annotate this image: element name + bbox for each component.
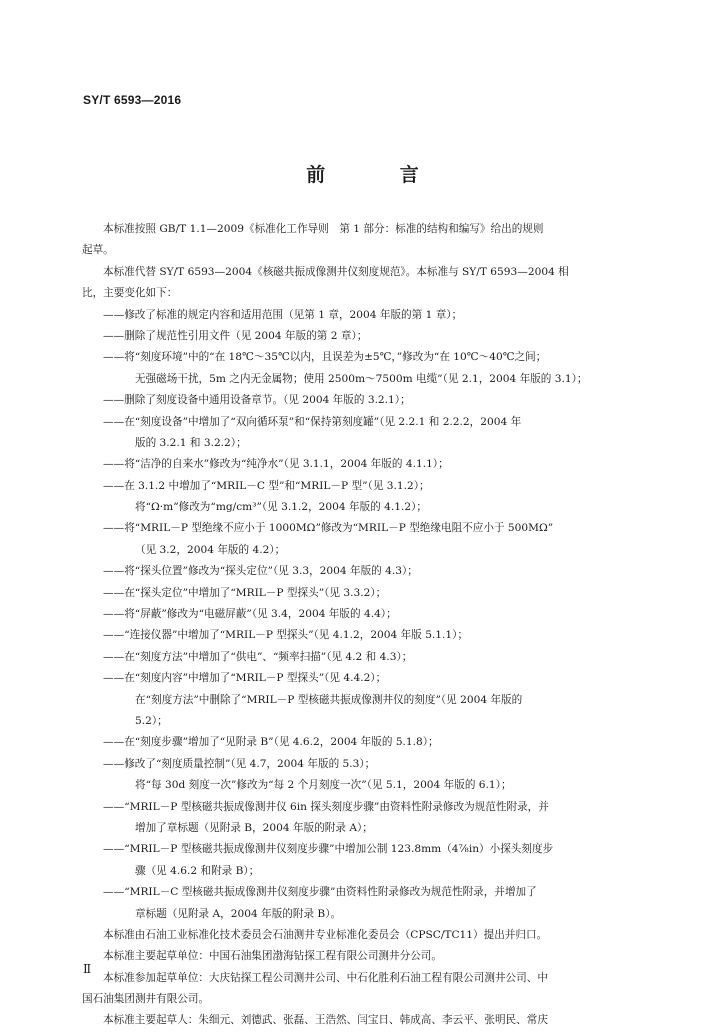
page-number: Ⅱ — [83, 962, 92, 976]
text-line: ——“MRIL－C 型核磁共振成像测井仪刻度步骤”由资料性附录修改为规范性附录，并增加了 — [103, 886, 537, 899]
text-line: （见 3.2，2004 年版的 4.2）； — [135, 543, 286, 556]
text-line: 比，主要变化如下： — [82, 287, 178, 300]
document-code: SY/T 6593—2016 — [83, 93, 182, 107]
text-line: ——将“屏蔽”修改为“电磁屏蔽”（见 3.4，2004 年版的 4.4）； — [103, 608, 397, 621]
text-line: ——删除了刻度设备中通用设备章节。（见 2004 年版的 3.2.1）； — [103, 394, 411, 407]
text-line: 本标准代替 SY/T 6593—2004《核磁共振成像测井仪刻度规范》。本标准与 SY/T 6593—2004 相 — [103, 265, 569, 278]
text-line: ——删除了规范性引用文件（见 2004 年版的第 2 章）； — [103, 329, 368, 342]
text-line: ——“MRIL－P 型核磁共振成像测井仪刻度步骤”中增加公制 123.8mm（4⅞in）小探头刻度步 — [103, 843, 554, 856]
text-line: ——将“MRIL－P 型绝缘不应小于 1000MΩ”修改为“MRIL－P 型绝缘电阻不应小于 500MΩ” — [103, 522, 554, 535]
text-line: ——修改了标准的规定内容和适用范围（见第 1 章，2004 年版的第 1 章）； — [103, 308, 463, 321]
text-line: ——“连接仪器”中增加了“MRIL－P 型探头”（见 4.1.2，2004 年版 5.1.1）； — [103, 629, 469, 642]
text-line: 本标准由石油工业标准化技术委员会石油测井专业标准化委员会（CPSC/TC11）提出并归口。 — [103, 928, 548, 941]
text-line: ——修改了“刻度质量控制”（见 4.7，2004 年版的 5.3）； — [103, 757, 376, 770]
text-line: 将“Ω·m”修改为“mg/cm³”（见 3.1.2，2004 年版的 4.1.2）； — [135, 501, 427, 514]
text-line: ——在“探头定位”中增加了“MRIL－P 型探头”（见 3.3.2）； — [103, 586, 387, 599]
text-line: ——在 3.1.2 中增加了“MRIL－C 型”和“MRIL－P 型”（见 3.1.2）； — [103, 479, 430, 492]
text-line: ——“MRIL－P 型核磁共振成像测井仪 6in 探头刻度步骤”由资料性附录修改为规范性附录，并 — [103, 800, 549, 813]
text-line: ——在“刻度方法”中增加了“供电”、“频率扫描”（见 4.2 和 4.3）； — [103, 650, 413, 663]
text-line: 本标准主要起草单位：中国石油集团渤海钻探工程有限公司测井分公司。 — [103, 950, 442, 963]
text-line: 起草。 — [82, 244, 114, 257]
text-line: ——在“刻度内容”中增加了“MRIL－P 型探头”（见 4.4.2）； — [103, 672, 387, 685]
text-line: 版的 3.2.1 和 3.2.2）； — [135, 436, 247, 449]
text-line: ——将“探头位置”修改为“探头定位”（见 3.3，2004 年版的 4.3）； — [103, 565, 418, 578]
text-line: 本标准主要起草人：朱细元、刘德武、张磊、王浩然、闫宝日、韩成高、李云平、张明民、常庆 — [103, 1014, 548, 1027]
text-line: 骤（见 4.6.2 和附录 B）； — [135, 864, 260, 877]
text-line: 5.2）； — [135, 714, 168, 727]
text-line: 将“每 30d 刻度一次”修改为“每 2 个月刻度一次”（见 5.1，2004 年版的 6.1）； — [135, 779, 512, 792]
text-line: 增加了章标题（见附录 B，2004 年版的附录 A）； — [135, 821, 373, 834]
text-line: 无强磁场干扰，5m 之内无金属物；使用 2500m～7500m 电缆”（见 2.1，2004 年版的 3.1）； — [135, 372, 588, 385]
text-line: ——将“洁净的自来水”修改为“纯净水”（见 3.1.1，2004 年版的 4.1.1）； — [103, 458, 449, 471]
text-line: 本标准参加起草单位：大庆钻探工程公司测井公司、中石化胜利石油工程有限公司测井公司、中 — [103, 971, 548, 984]
text-line: 本标准按照 GB/T 1.1—2009《标准化工作导则 第 1 部分：标准的结构和编写》给出的规则 — [103, 223, 544, 235]
text-line: ——将“刻度环境”中的“在 18℃～35℃以内，且误差为±5℃，”修改为“在 10℃～40℃之间； — [103, 351, 547, 364]
text-line: ——在“刻度设备”中增加了“双向循环泵”和“保持第刻度罐”（见 2.2.1 和 2.2.2，2004 年 — [103, 415, 522, 428]
text-line: 章标题（见附录 A，2004 年版的附录 B）。 — [135, 907, 342, 920]
text-line: 在“刻度方法”中删除了“MRIL－P 型核磁共振成像测井仪的刻度”（见 2004 年版的 — [135, 693, 523, 706]
text-line: ——在“刻度步骤”增加了“见附录 B”（见 4.6.2，2004 年版的 5.1.8）； — [103, 736, 439, 749]
preface-body — [82, 219, 660, 1032]
section-title: 前 言 — [306, 164, 453, 186]
text-line: 国石油集团测井有限公司。 — [82, 993, 210, 1006]
